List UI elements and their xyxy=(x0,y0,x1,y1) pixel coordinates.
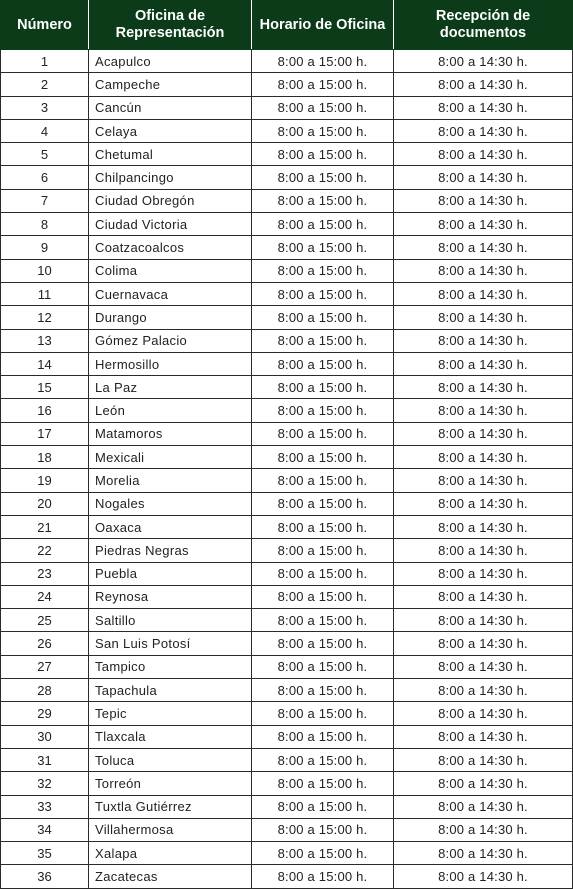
cell-office: Ciudad Obregón xyxy=(89,189,252,212)
cell-office-hours: 8:00 a 15:00 h. xyxy=(252,702,394,725)
cell-document-reception: 8:00 a 14:30 h. xyxy=(394,119,573,142)
cell-office: Toluca xyxy=(89,748,252,771)
cell-number: 24 xyxy=(1,585,89,608)
cell-number: 11 xyxy=(1,282,89,305)
cell-number: 2 xyxy=(1,73,89,96)
table-row xyxy=(1,702,573,725)
cell-document-reception: 8:00 a 14:30 h. xyxy=(394,865,573,888)
cell-office-hours: 8:00 a 15:00 h. xyxy=(252,748,394,771)
cell-number: 20 xyxy=(1,492,89,515)
cell-document-reception: 8:00 a 14:30 h. xyxy=(394,282,573,305)
cell-document-reception: 8:00 a 14:30 h. xyxy=(394,236,573,259)
cell-office: La Paz xyxy=(89,376,252,399)
cell-document-reception: 8:00 a 14:30 h. xyxy=(394,748,573,771)
cell-office: Saltillo xyxy=(89,609,252,632)
cell-office: Mexicali xyxy=(89,446,252,469)
cell-number: 31 xyxy=(1,748,89,771)
cell-office-hours: 8:00 a 15:00 h. xyxy=(252,632,394,655)
table-row xyxy=(1,119,573,142)
cell-document-reception: 8:00 a 14:30 h. xyxy=(394,189,573,212)
cell-office-hours: 8:00 a 15:00 h. xyxy=(252,422,394,445)
cell-number: 9 xyxy=(1,236,89,259)
cell-office: Hermosillo xyxy=(89,352,252,375)
cell-number: 36 xyxy=(1,865,89,888)
cell-office: Reynosa xyxy=(89,585,252,608)
cell-office: Tuxtla Gutiérrez xyxy=(89,795,252,818)
cell-office: Piedras Negras xyxy=(89,539,252,562)
cell-document-reception: 8:00 a 14:30 h. xyxy=(394,143,573,166)
cell-number: 32 xyxy=(1,772,89,795)
cell-office: León xyxy=(89,399,252,422)
cell-document-reception: 8:00 a 14:30 h. xyxy=(394,772,573,795)
table-row xyxy=(1,679,573,702)
cell-office-hours: 8:00 a 15:00 h. xyxy=(252,585,394,608)
header-office-hours: Horario de Oficina xyxy=(252,1,394,50)
table-row xyxy=(1,515,573,538)
cell-office: Tapachula xyxy=(89,679,252,702)
cell-office-hours: 8:00 a 15:00 h. xyxy=(252,282,394,305)
cell-office: Colima xyxy=(89,259,252,282)
cell-number: 10 xyxy=(1,259,89,282)
table-row xyxy=(1,143,573,166)
cell-number: 22 xyxy=(1,539,89,562)
cell-office-hours: 8:00 a 15:00 h. xyxy=(252,399,394,422)
header-office: Oficina de Representación xyxy=(89,1,252,50)
cell-office-hours: 8:00 a 15:00 h. xyxy=(252,73,394,96)
cell-office-hours: 8:00 a 15:00 h. xyxy=(252,655,394,678)
cell-number: 3 xyxy=(1,96,89,119)
cell-document-reception: 8:00 a 14:30 h. xyxy=(394,352,573,375)
cell-office-hours: 8:00 a 15:00 h. xyxy=(252,119,394,142)
table-row xyxy=(1,562,573,585)
cell-office-hours: 8:00 a 15:00 h. xyxy=(252,772,394,795)
table-row xyxy=(1,376,573,399)
cell-office-hours: 8:00 a 15:00 h. xyxy=(252,609,394,632)
cell-office-hours: 8:00 a 15:00 h. xyxy=(252,213,394,236)
table-row xyxy=(1,818,573,841)
cell-document-reception: 8:00 a 14:30 h. xyxy=(394,259,573,282)
table-header xyxy=(1,1,573,50)
table-row xyxy=(1,772,573,795)
cell-office-hours: 8:00 a 15:00 h. xyxy=(252,795,394,818)
cell-document-reception: 8:00 a 14:30 h. xyxy=(394,795,573,818)
cell-office: Matamoros xyxy=(89,422,252,445)
table-row xyxy=(1,213,573,236)
cell-document-reception: 8:00 a 14:30 h. xyxy=(394,632,573,655)
table-body xyxy=(1,50,573,889)
table-row xyxy=(1,329,573,352)
cell-office-hours: 8:00 a 15:00 h. xyxy=(252,166,394,189)
cell-office: Oaxaca xyxy=(89,515,252,538)
header-row xyxy=(1,1,573,50)
cell-number: 12 xyxy=(1,306,89,329)
cell-document-reception: 8:00 a 14:30 h. xyxy=(394,679,573,702)
cell-document-reception: 8:00 a 14:30 h. xyxy=(394,306,573,329)
table-row xyxy=(1,96,573,119)
table-row xyxy=(1,306,573,329)
cell-document-reception: 8:00 a 14:30 h. xyxy=(394,376,573,399)
cell-number: 17 xyxy=(1,422,89,445)
cell-office-hours: 8:00 a 15:00 h. xyxy=(252,376,394,399)
cell-document-reception: 8:00 a 14:30 h. xyxy=(394,725,573,748)
table-row xyxy=(1,236,573,259)
cell-office: Cancún xyxy=(89,96,252,119)
cell-office: Nogales xyxy=(89,492,252,515)
table-row xyxy=(1,748,573,771)
cell-document-reception: 8:00 a 14:30 h. xyxy=(394,422,573,445)
header-number: Número xyxy=(1,1,89,50)
cell-document-reception: 8:00 a 14:30 h. xyxy=(394,492,573,515)
table-row xyxy=(1,865,573,888)
cell-document-reception: 8:00 a 14:30 h. xyxy=(394,515,573,538)
cell-number: 23 xyxy=(1,562,89,585)
cell-number: 18 xyxy=(1,446,89,469)
cell-number: 30 xyxy=(1,725,89,748)
cell-office-hours: 8:00 a 15:00 h. xyxy=(252,143,394,166)
cell-office: Tepic xyxy=(89,702,252,725)
cell-number: 19 xyxy=(1,469,89,492)
table-row xyxy=(1,609,573,632)
cell-number: 13 xyxy=(1,329,89,352)
cell-number: 8 xyxy=(1,213,89,236)
table-row xyxy=(1,352,573,375)
cell-office: Cuernavaca xyxy=(89,282,252,305)
cell-office: Acapulco xyxy=(89,50,252,73)
cell-office-hours: 8:00 a 15:00 h. xyxy=(252,865,394,888)
cell-office-hours: 8:00 a 15:00 h. xyxy=(252,236,394,259)
cell-office: Campeche xyxy=(89,73,252,96)
table-row xyxy=(1,50,573,73)
table-row xyxy=(1,655,573,678)
cell-document-reception: 8:00 a 14:30 h. xyxy=(394,73,573,96)
cell-office-hours: 8:00 a 15:00 h. xyxy=(252,725,394,748)
table-row xyxy=(1,492,573,515)
header-document-reception: Recepción de documentos xyxy=(394,1,573,50)
cell-office-hours: 8:00 a 15:00 h. xyxy=(252,562,394,585)
cell-office: Tampico xyxy=(89,655,252,678)
cell-office-hours: 8:00 a 15:00 h. xyxy=(252,469,394,492)
table-row xyxy=(1,842,573,865)
cell-number: 4 xyxy=(1,119,89,142)
cell-number: 16 xyxy=(1,399,89,422)
table-row xyxy=(1,446,573,469)
cell-office-hours: 8:00 a 15:00 h. xyxy=(252,492,394,515)
table-row xyxy=(1,259,573,282)
cell-document-reception: 8:00 a 14:30 h. xyxy=(394,329,573,352)
cell-office: Celaya xyxy=(89,119,252,142)
table-row xyxy=(1,399,573,422)
cell-document-reception: 8:00 a 14:30 h. xyxy=(394,585,573,608)
cell-document-reception: 8:00 a 14:30 h. xyxy=(394,96,573,119)
cell-number: 15 xyxy=(1,376,89,399)
table-row xyxy=(1,282,573,305)
cell-office: Puebla xyxy=(89,562,252,585)
cell-document-reception: 8:00 a 14:30 h. xyxy=(394,818,573,841)
cell-office: Chilpancingo xyxy=(89,166,252,189)
cell-office: Gómez Palacio xyxy=(89,329,252,352)
table-row xyxy=(1,422,573,445)
cell-document-reception: 8:00 a 14:30 h. xyxy=(394,842,573,865)
cell-office: Durango xyxy=(89,306,252,329)
table-row xyxy=(1,166,573,189)
cell-document-reception: 8:00 a 14:30 h. xyxy=(394,399,573,422)
cell-office-hours: 8:00 a 15:00 h. xyxy=(252,329,394,352)
cell-number: 25 xyxy=(1,609,89,632)
table-row xyxy=(1,632,573,655)
cell-office-hours: 8:00 a 15:00 h. xyxy=(252,50,394,73)
cell-office-hours: 8:00 a 15:00 h. xyxy=(252,679,394,702)
table-row xyxy=(1,795,573,818)
cell-office-hours: 8:00 a 15:00 h. xyxy=(252,96,394,119)
cell-number: 27 xyxy=(1,655,89,678)
cell-office-hours: 8:00 a 15:00 h. xyxy=(252,515,394,538)
cell-document-reception: 8:00 a 14:30 h. xyxy=(394,562,573,585)
cell-office-hours: 8:00 a 15:00 h. xyxy=(252,306,394,329)
cell-number: 33 xyxy=(1,795,89,818)
cell-office-hours: 8:00 a 15:00 h. xyxy=(252,446,394,469)
cell-office: Morelia xyxy=(89,469,252,492)
cell-office: Chetumal xyxy=(89,143,252,166)
cell-document-reception: 8:00 a 14:30 h. xyxy=(394,166,573,189)
cell-number: 1 xyxy=(1,50,89,73)
cell-number: 28 xyxy=(1,679,89,702)
table-row xyxy=(1,539,573,562)
cell-office: Tlaxcala xyxy=(89,725,252,748)
cell-office: Ciudad Victoria xyxy=(89,213,252,236)
cell-document-reception: 8:00 a 14:30 h. xyxy=(394,50,573,73)
table-row xyxy=(1,73,573,96)
cell-office: Zacatecas xyxy=(89,865,252,888)
cell-number: 7 xyxy=(1,189,89,212)
cell-document-reception: 8:00 a 14:30 h. xyxy=(394,655,573,678)
cell-document-reception: 8:00 a 14:30 h. xyxy=(394,446,573,469)
cell-office: Xalapa xyxy=(89,842,252,865)
cell-number: 35 xyxy=(1,842,89,865)
cell-office-hours: 8:00 a 15:00 h. xyxy=(252,842,394,865)
cell-office-hours: 8:00 a 15:00 h. xyxy=(252,539,394,562)
cell-document-reception: 8:00 a 14:30 h. xyxy=(394,213,573,236)
cell-office: Coatzacoalcos xyxy=(89,236,252,259)
table-row xyxy=(1,189,573,212)
cell-number: 5 xyxy=(1,143,89,166)
cell-document-reception: 8:00 a 14:30 h. xyxy=(394,702,573,725)
cell-number: 26 xyxy=(1,632,89,655)
cell-number: 21 xyxy=(1,515,89,538)
table-row xyxy=(1,725,573,748)
cell-number: 6 xyxy=(1,166,89,189)
table-row xyxy=(1,585,573,608)
cell-office: Torreón xyxy=(89,772,252,795)
cell-number: 29 xyxy=(1,702,89,725)
cell-office-hours: 8:00 a 15:00 h. xyxy=(252,352,394,375)
table-row xyxy=(1,469,573,492)
cell-document-reception: 8:00 a 14:30 h. xyxy=(394,539,573,562)
cell-number: 34 xyxy=(1,818,89,841)
cell-number: 14 xyxy=(1,352,89,375)
cell-office-hours: 8:00 a 15:00 h. xyxy=(252,189,394,212)
cell-document-reception: 8:00 a 14:30 h. xyxy=(394,469,573,492)
cell-office-hours: 8:00 a 15:00 h. xyxy=(252,259,394,282)
cell-document-reception: 8:00 a 14:30 h. xyxy=(394,609,573,632)
cell-office: San Luis Potosí xyxy=(89,632,252,655)
cell-office-hours: 8:00 a 15:00 h. xyxy=(252,818,394,841)
cell-office: Villahermosa xyxy=(89,818,252,841)
